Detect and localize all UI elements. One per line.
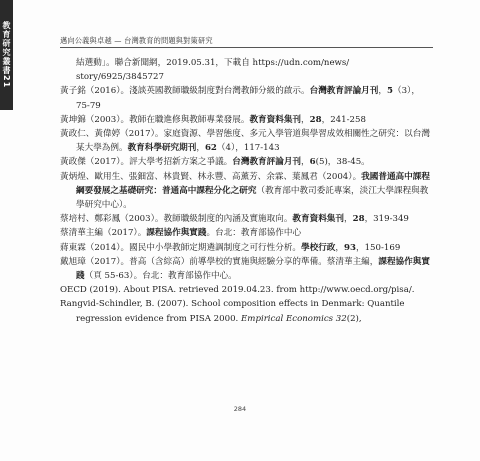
reference-entry xyxy=(60,170,432,213)
reference-bold-text: 台灣教育評論月刊 xyxy=(309,86,379,97)
reference-text: ， xyxy=(344,214,353,225)
reference-text: ， xyxy=(378,86,387,97)
reference-text: 蔣東霖（2014）。國民中小學教師定期遴調制度之可行性分析。 xyxy=(60,242,302,253)
reference-text: story/6925/3845727 xyxy=(76,72,164,83)
reference-entry xyxy=(60,113,432,127)
reference-continuation xyxy=(60,70,432,84)
reference-text: 黃炳煌、歐用生、張鈿富、林貴賢、林永豐、高薰芳、余霖、葉鳳君（2004）。 xyxy=(60,171,362,182)
reference-entry xyxy=(60,127,432,155)
reference-text: ， xyxy=(335,242,345,253)
reference-text: (2), xyxy=(346,313,362,324)
reference-bold-text: 學校行政 xyxy=(301,242,336,253)
reference-bold-text: 5 xyxy=(386,86,393,97)
reference-bold-text: 93 xyxy=(344,242,356,253)
reference-text: 。台北：教育部協作中心 xyxy=(206,228,302,239)
reference-bold-text: 我國普通高中課程綱要發展之基礎研究：普通高中課程分化之研究 xyxy=(76,171,430,196)
reference-text: （頁 55-63）。台北：教育部協作中心。 xyxy=(84,271,237,282)
reference-bold-text: 教育資料集刊 xyxy=(292,214,344,225)
reference-text: ， xyxy=(301,114,310,125)
reference-bold-text: 台灣教育評論月刊 xyxy=(232,157,302,168)
reference-bold-text: 6 xyxy=(309,157,316,168)
reference-entry xyxy=(60,241,432,255)
reference-text: OECD (2019). About PISA. retrieved 2019.04.23. from http://www.oecd.org/pisa/. xyxy=(60,285,415,296)
reference-entry xyxy=(60,212,432,226)
reference-bold-text: 教育科學研究期刊 xyxy=(127,143,197,154)
running-head: 邁向公義與卓越 — 台灣教育的問題與對策研究 xyxy=(60,36,213,45)
reference-text: 黃政仁、黃偉婷（2017）。家庭資源、學習態度、多元入學管道與學習成效相關性之研究：以台灣某大學為例。 xyxy=(60,129,430,154)
reference-bold-text: 課程協作與實踐 xyxy=(76,256,430,282)
reference-bold-text: 教育資料集刊 xyxy=(249,114,302,125)
reference-bold-text: 28 xyxy=(309,114,322,125)
reference-text: 蔡培村、鄭彩鳳（2003）。教師職級制度的內涵及實施取向。 xyxy=(60,214,293,225)
reference-entry xyxy=(60,226,432,240)
reference-text: 結選動」。聯合新聞網，2019.05.31，下載自 https://udn.com/news/ xyxy=(76,58,350,68)
reference-continuation xyxy=(60,56,432,70)
reference-text: ， xyxy=(301,157,310,168)
chapter-side-tab: 教育研究叢書21 xyxy=(0,0,13,110)
reference-entry xyxy=(60,155,432,169)
reference-text: 蔡清華主編（2017）。 xyxy=(60,228,147,239)
reference-list xyxy=(60,56,432,326)
page-number: 284 xyxy=(233,405,247,413)
reference-bold-text: 課程協作與實踐 xyxy=(146,228,207,239)
reference-italic-text: Empirical Economics 32 xyxy=(241,313,347,324)
reference-entry xyxy=(60,283,432,297)
reference-text: ，150-169 xyxy=(355,242,401,253)
reference-entry xyxy=(60,84,432,112)
reference-bold-text: 28 xyxy=(352,214,365,225)
reference-text: （4），117-143 xyxy=(216,143,280,154)
reference-text: 黃坤錦（2003）。教師在職進修與教師專業發展。 xyxy=(60,114,250,125)
reference-text: (5)，38-45。 xyxy=(315,157,370,168)
reference-text: Rangvid-Schindler, B. (2007). School composition effects in Denmark: Quantile regression evidence from PISA 2000. xyxy=(60,299,405,324)
reference-text: 黃子銘（2016）。淺談英國教師職級制度對台灣教師分級的啟示。 xyxy=(60,86,310,97)
reference-text: （3），75-79 xyxy=(76,86,420,111)
reference-text: ，319-349 xyxy=(364,214,409,225)
header-rule xyxy=(60,47,433,48)
reference-text: ，241-258 xyxy=(321,114,366,125)
reference-bold-text: 62 xyxy=(204,143,217,154)
reference-text: 黃政傑（2017）。評大學考招新方案之爭議。 xyxy=(60,157,233,168)
reference-text: （教育部中教司委託專案，淡江大學課程與教學研究中心）。 xyxy=(76,185,429,211)
reference-entry xyxy=(60,297,432,325)
reference-text: ， xyxy=(196,143,205,154)
reference-text: 戴旭璋（2017）。普高（含綜高）前導學校的實施與經驗分享的準備。蔡清華主編， xyxy=(60,256,379,267)
reference-entry xyxy=(60,255,432,283)
